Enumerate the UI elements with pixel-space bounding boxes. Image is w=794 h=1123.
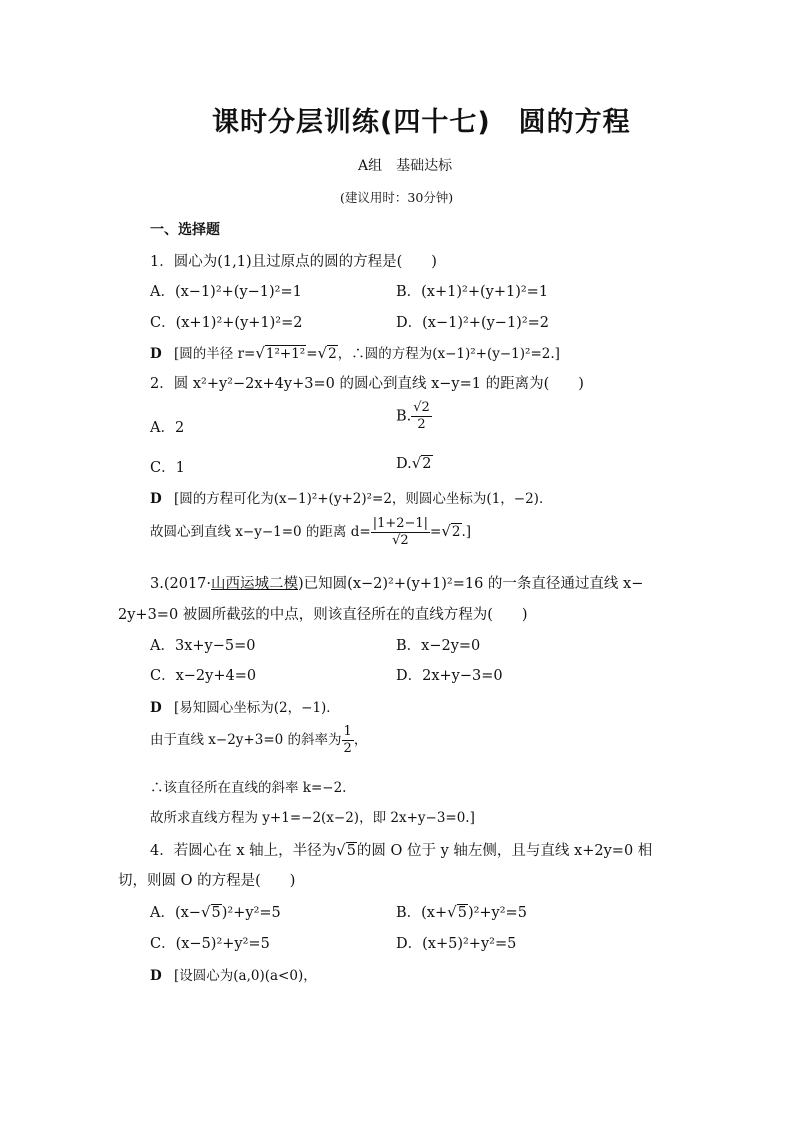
q1-solution: D [圆的半径 r=√1²+1²=√2，∴圆的方程为(x−1)²+(y−1)²=2.] [150, 344, 560, 362]
sqrt-symbol: √1²+1² [255, 344, 306, 362]
q2-stem: 2．圆 x²+y²−2x+4y+3=0 的圆心到直线 x−y=1 的距离为( ) [150, 376, 584, 392]
q1-option-d: D．(x−1)²+(y−1)²=2 [396, 315, 550, 331]
q1-option-b: B．(x+1)²+(y+1)²=1 [396, 284, 549, 300]
sqrt-symbol: √2 [317, 344, 337, 362]
q3-solution-line1: D [易知圆心坐标为(2，−1)． [150, 700, 340, 716]
q4-option-d: D．(x+5)²+y²=5 [396, 936, 517, 952]
group-label: A组 基础达标 [358, 158, 453, 174]
q2-solution-line2: 故圆心到直线 x−y−1=0 的距离 d= $\frac{|1+2-1|}{√2}$ =√2.] [150, 516, 472, 548]
q2-option-c: C．1 [150, 460, 185, 476]
q3-option-a: A．3x+y−5=0 [150, 638, 256, 654]
q4-option-a: A．(x−√5)²+y²=5 [150, 903, 281, 921]
q3-option-c: C．x−2y+4=0 [150, 668, 257, 684]
q4-stem-line2: 切，则圆 O 的方程是( ) [118, 873, 296, 889]
q4-stem-line1: 4．若圆心在 x 轴上，半径为√5的圆 O 位于 y 轴左侧，且与直线 x+2y=0 相 [150, 841, 653, 859]
q3-option-b: B．x−2y=0 [396, 638, 481, 654]
q2-option-b: B. $\frac{√2}{2}$ [396, 400, 430, 432]
q4-option-b: B．(x+√5)²+y²=5 [396, 903, 527, 921]
q3-stem-line2: 2y+3=0 被圆所截弦的中点，则该直径所在的直线方程为( ) [118, 607, 528, 623]
q3-answer: D [150, 700, 162, 716]
q3-solution-line2: 由于直线 x−2y+3=0 的斜率为 $\frac{1}{2}$ ， [150, 724, 368, 756]
section-heading: 一、选择题 [150, 222, 220, 238]
q3-solution-line3: ∴该直径所在直线的斜率 k=−2. [150, 780, 347, 796]
q3-stem-line1: 3.(2017·山西运城二模)已知圆(x−2)²+(y+1)²=16 的一条直径通过直线 x− [150, 576, 644, 592]
q1-option-c: C．(x+1)²+(y+1)²=2 [150, 315, 303, 331]
q2-option-d: D.√2 [396, 454, 432, 472]
q2-option-a: A．2 [150, 420, 185, 436]
q1-stem: 1．圆心为(1,1)且过原点的圆的方程是( ) [150, 254, 437, 270]
q4-answer: D [150, 968, 162, 984]
q4-solution-line1: D [设圆心为(a,0)(a<0)， [150, 968, 317, 984]
q1-option-a: A．(x−1)²+(y−1)²=1 [150, 284, 302, 300]
time-hint: (建议用时：30分钟) [340, 190, 454, 205]
q3-option-d: D．2x+y−3=0 [396, 668, 503, 684]
page-title: 课时分层训练(四十七) 圆的方程 [212, 107, 631, 138]
q3-solution-line4: 故所求直线方程为 y+1=−2(x−2)，即 2x+y−3=0.] [150, 810, 475, 826]
q2-solution-line1: D [圆的方程可化为(x−1)²+(y+2)²=2，则圆心坐标为(1，−2)． [150, 491, 553, 507]
q1-answer: D [150, 346, 162, 362]
q4-option-c: C．(x−5)²+y²=5 [150, 936, 270, 952]
q2-answer: D [150, 491, 162, 507]
